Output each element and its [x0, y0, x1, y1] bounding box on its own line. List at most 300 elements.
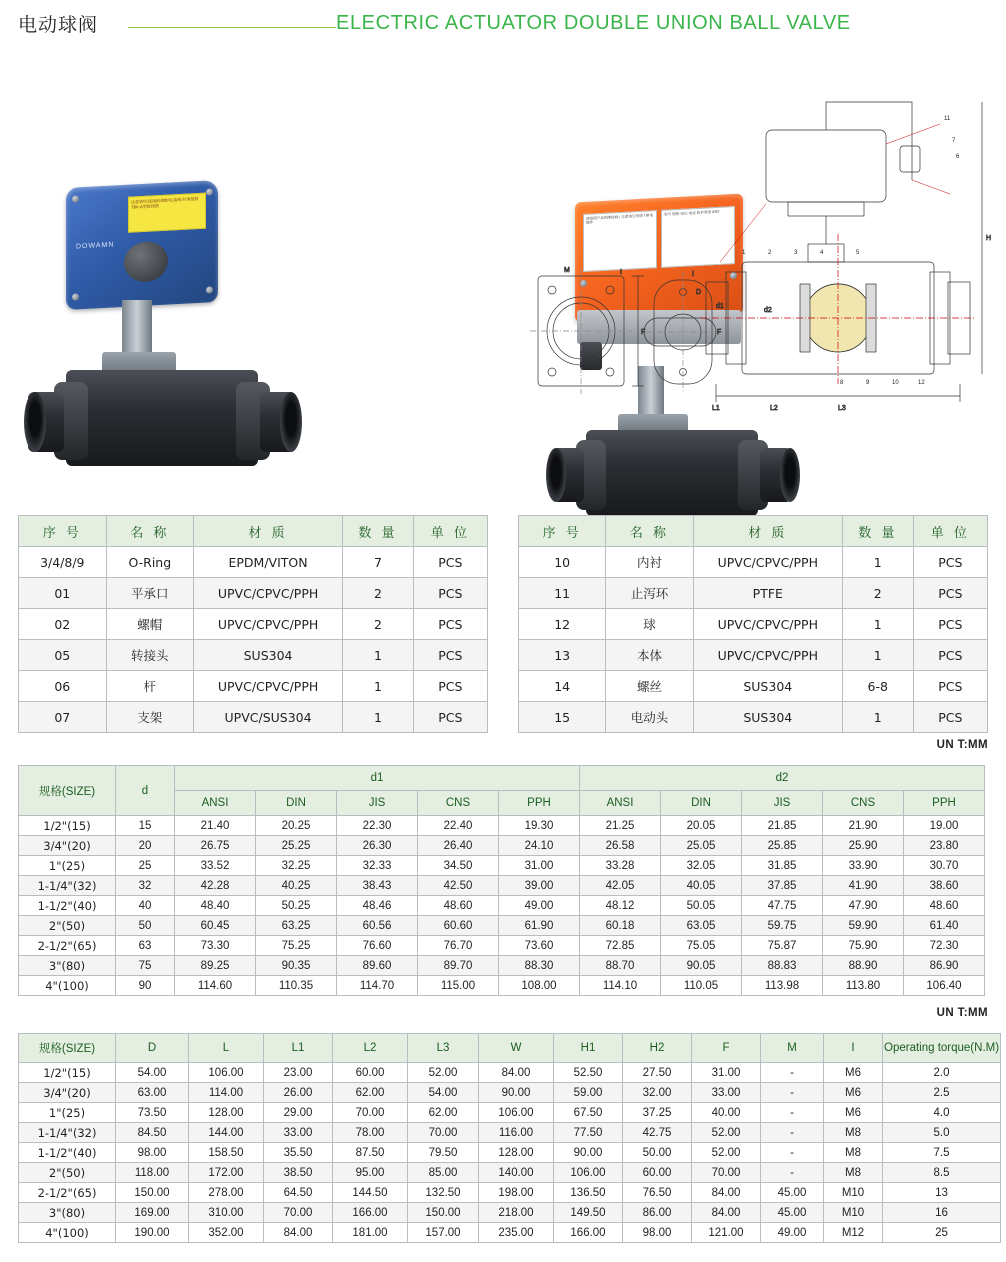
- table-row: [519, 547, 988, 578]
- table-cell: 86.90: [904, 956, 985, 976]
- table-cell: 25.05: [661, 836, 742, 856]
- table-cell: 20.25: [256, 816, 337, 836]
- table-cell: 98.00: [623, 1223, 692, 1243]
- table-cell: 72.30: [904, 936, 985, 956]
- table-cell: 球: [606, 609, 693, 640]
- table-cell: M6: [824, 1103, 883, 1123]
- table-cell: 84.00: [692, 1183, 761, 1203]
- table-cell: 20: [116, 836, 175, 856]
- table-cell: 螺丝: [606, 671, 693, 702]
- table-cell: 88.90: [823, 956, 904, 976]
- table-cell: 50.00: [623, 1143, 692, 1163]
- table-row: [19, 671, 488, 702]
- table-cell: PTFE: [693, 578, 842, 609]
- table-cell: 42.50: [418, 876, 499, 896]
- table-cell: -: [761, 1123, 824, 1143]
- table-cell: 61.90: [499, 916, 580, 936]
- table-row: [19, 702, 488, 733]
- table-cell: 50: [116, 916, 175, 936]
- table-cell: 115.00: [418, 976, 499, 996]
- table-cell: 63.00: [116, 1083, 189, 1103]
- table-cell: 24.10: [499, 836, 580, 856]
- col-header: M: [761, 1034, 824, 1063]
- table-cell: 33.52: [175, 856, 256, 876]
- table-cell: 114.10: [580, 976, 661, 996]
- table-cell: 106.00: [554, 1163, 623, 1183]
- table-cell: 73.50: [116, 1103, 189, 1123]
- table-cell: 26.75: [175, 836, 256, 856]
- table-row: [19, 578, 488, 609]
- table-cell: 29.00: [264, 1103, 333, 1123]
- table-cell: 5.0: [883, 1123, 1001, 1143]
- table-cell: 23.80: [904, 836, 985, 856]
- table-cell: 60.45: [175, 916, 256, 936]
- col-header-d1: d1: [175, 766, 580, 791]
- table-cell: 本体: [606, 640, 693, 671]
- table-cell: PCS: [413, 609, 487, 640]
- table-cell: 52.50: [554, 1063, 623, 1083]
- table-row: [519, 609, 988, 640]
- table-cell: 48.46: [337, 896, 418, 916]
- table-cell: 59.90: [823, 916, 904, 936]
- table-cell: 42.75: [623, 1123, 692, 1143]
- table-cell: 内衬: [606, 547, 693, 578]
- table-cell: 84.00: [264, 1223, 333, 1243]
- table-cell: 128.00: [479, 1143, 554, 1163]
- table-cell: 89.25: [175, 956, 256, 976]
- table-cell: 45.00: [761, 1183, 824, 1203]
- table-cell: 89.70: [418, 956, 499, 976]
- table-cell: 106.00: [189, 1063, 264, 1083]
- table-row: [19, 547, 488, 578]
- dimension-table-2-body: [19, 1063, 1001, 1243]
- col-subheader: DIN: [256, 791, 337, 816]
- table-row: [19, 609, 488, 640]
- table-cell: 11: [519, 578, 606, 609]
- svg-text:10: 10: [892, 380, 899, 386]
- col-header-material: 材 质: [194, 516, 343, 547]
- table-cell: 电动头: [606, 702, 693, 733]
- table-cell: 108.00: [499, 976, 580, 996]
- table-cell: 114.00: [189, 1083, 264, 1103]
- table-cell: 42.05: [580, 876, 661, 896]
- table-cell: 63.05: [661, 916, 742, 936]
- table-cell: 25.25: [256, 836, 337, 856]
- table-cell: PCS: [913, 547, 987, 578]
- table-row: [19, 1083, 1001, 1103]
- table-cell: 26.30: [337, 836, 418, 856]
- table-cell: M8: [824, 1123, 883, 1143]
- blue-actuator-brand: DOWAMN: [76, 241, 115, 251]
- table-cell: 190.00: [116, 1223, 189, 1243]
- header-divider: [128, 27, 336, 28]
- table-cell: 72.85: [580, 936, 661, 956]
- page-title-en: ELECTRIC ACTUATOR DOUBLE UNION BALL VALVE: [336, 12, 851, 34]
- col-header-size: 规格(SIZE): [19, 766, 116, 816]
- table-cell: 7: [343, 547, 414, 578]
- table-cell: 35.50: [264, 1143, 333, 1163]
- svg-text:11: 11: [944, 116, 951, 122]
- table-cell: UPVC/CPVC/PPH: [693, 547, 842, 578]
- table-cell: M12: [824, 1223, 883, 1243]
- table-cell: 1/2"(15): [19, 816, 116, 836]
- table-cell: 37.25: [623, 1103, 692, 1123]
- pipe-bore-left: [24, 392, 46, 452]
- table-cell: 06: [19, 671, 107, 702]
- table-cell: PCS: [413, 547, 487, 578]
- table-cell: 1: [842, 702, 913, 733]
- svg-text:L1: L1: [712, 405, 720, 412]
- table-cell: 278.00: [189, 1183, 264, 1203]
- table-cell: 77.50: [554, 1123, 623, 1143]
- table-cell: 30.70: [904, 856, 985, 876]
- table-cell: 3"(80): [19, 956, 116, 976]
- table-cell: 75.25: [256, 936, 337, 956]
- col-header-name: 名 称: [606, 516, 693, 547]
- valve-body: [66, 370, 258, 466]
- svg-text:I: I: [620, 269, 622, 276]
- table-cell: 114.60: [175, 976, 256, 996]
- table-cell: 64.50: [264, 1183, 333, 1203]
- table-cell: 38.43: [337, 876, 418, 896]
- table-cell: 13: [519, 640, 606, 671]
- table-cell: 157.00: [408, 1223, 479, 1243]
- table-cell: 352.00: [189, 1223, 264, 1243]
- table-cell: -: [761, 1063, 824, 1083]
- table-cell: 50.25: [256, 896, 337, 916]
- table-cell: 63: [116, 936, 175, 956]
- col-header: H1: [554, 1034, 623, 1063]
- table-row: [19, 1183, 1001, 1203]
- table-cell: 2: [343, 609, 414, 640]
- table-cell: PCS: [913, 578, 987, 609]
- col-header-name: 名 称: [106, 516, 193, 547]
- table-cell: 1/2"(15): [19, 1063, 116, 1083]
- table-cell: 61.40: [904, 916, 985, 936]
- table-row: [19, 1223, 1001, 1243]
- table-cell: 88.83: [742, 956, 823, 976]
- table-row: [519, 640, 988, 671]
- table-cell: 144.50: [333, 1183, 408, 1203]
- table-cell: M8: [824, 1143, 883, 1163]
- table-cell: 67.50: [554, 1103, 623, 1123]
- table-cell: 166.00: [554, 1223, 623, 1243]
- table-cell: 140.00: [479, 1163, 554, 1183]
- table-cell: 21.25: [580, 816, 661, 836]
- table-cell: 34.50: [418, 856, 499, 876]
- table-cell: 3/4"(20): [19, 1083, 116, 1103]
- table-cell: 2"(50): [19, 916, 116, 936]
- table-header-row: [519, 516, 988, 547]
- table-cell: 79.50: [408, 1143, 479, 1163]
- orange-actuator-spec-plate: 型号 规格 电压 电流 防护等级 IP67: [661, 206, 735, 268]
- table-row: [19, 956, 985, 976]
- table-cell: PCS: [413, 702, 487, 733]
- table-cell: 26.40: [418, 836, 499, 856]
- table-cell: 1: [842, 609, 913, 640]
- table-row: [519, 671, 988, 702]
- table-cell: 8.5: [883, 1163, 1001, 1183]
- col-header-unit: 单 位: [413, 516, 487, 547]
- table-cell: 40.00: [692, 1103, 761, 1123]
- table-cell: 128.00: [189, 1103, 264, 1123]
- col-subheader: ANSI: [175, 791, 256, 816]
- table-cell: 20.05: [661, 816, 742, 836]
- table-cell: 110.35: [256, 976, 337, 996]
- col-header-qty: 数 量: [842, 516, 913, 547]
- table-cell: 172.00: [189, 1163, 264, 1183]
- table-cell: 31.85: [742, 856, 823, 876]
- table-cell: 45.00: [761, 1203, 824, 1223]
- table-cell: 02: [19, 609, 107, 640]
- table-cell: 48.60: [418, 896, 499, 916]
- table-cell: 60.00: [333, 1063, 408, 1083]
- table-cell: 144.00: [189, 1123, 264, 1143]
- table-cell: 2.5: [883, 1083, 1001, 1103]
- table-cell: 33.28: [580, 856, 661, 876]
- table-cell: UPVC/SUS304: [194, 702, 343, 733]
- table-row: [19, 1103, 1001, 1123]
- table-cell: SUS304: [194, 640, 343, 671]
- table-cell: 6-8: [842, 671, 913, 702]
- screw-icon: [72, 293, 79, 300]
- table-cell: 1"(25): [19, 1103, 116, 1123]
- col-header: L1: [264, 1034, 333, 1063]
- svg-text:4: 4: [820, 250, 824, 256]
- col-header: L2: [333, 1034, 408, 1063]
- table-cell: 1: [343, 671, 414, 702]
- table-cell: -: [761, 1143, 824, 1163]
- table-cell: 39.00: [499, 876, 580, 896]
- table-cell: 3"(80): [19, 1203, 116, 1223]
- table-cell: 41.90: [823, 876, 904, 896]
- table-row: [19, 936, 985, 956]
- table-cell: UPVC/CPVC/PPH: [194, 609, 343, 640]
- table-cell: 84.50: [116, 1123, 189, 1143]
- parts-left-body: [19, 547, 488, 733]
- svg-text:7: 7: [952, 138, 956, 144]
- svg-text:1: 1: [742, 250, 746, 256]
- table-cell: 121.00: [692, 1223, 761, 1243]
- table-cell: 2: [842, 578, 913, 609]
- col-subheader: PPH: [904, 791, 985, 816]
- table-cell: 32.05: [661, 856, 742, 876]
- table-cell: 90.05: [661, 956, 742, 976]
- svg-text:M: M: [564, 267, 570, 274]
- page-title-cn: 电动球阀: [18, 14, 99, 36]
- table-cell: 84.00: [692, 1203, 761, 1223]
- table-cell: 48.12: [580, 896, 661, 916]
- table-row: [19, 640, 488, 671]
- table-row: [19, 1063, 1001, 1083]
- table-cell: 218.00: [479, 1203, 554, 1223]
- table-cell: 2-1/2"(65): [19, 1183, 116, 1203]
- col-header-material: 材 质: [693, 516, 842, 547]
- table-cell: 60.60: [418, 916, 499, 936]
- table-cell: 113.98: [742, 976, 823, 996]
- table-cell: M10: [824, 1183, 883, 1203]
- table-cell: 31.00: [499, 856, 580, 876]
- table-cell: 73.30: [175, 936, 256, 956]
- table-cell: 150.00: [116, 1183, 189, 1203]
- table-cell: 48.60: [904, 896, 985, 916]
- col-subheader: JIS: [337, 791, 418, 816]
- svg-text:8: 8: [840, 380, 844, 386]
- table-cell: 25: [116, 856, 175, 876]
- svg-text:9: 9: [866, 380, 870, 386]
- table-cell: 26.00: [264, 1083, 333, 1103]
- table-cell: 52.00: [408, 1063, 479, 1083]
- table-cell: -: [761, 1083, 824, 1103]
- svg-text:F: F: [641, 329, 646, 336]
- table-row: [19, 896, 985, 916]
- table-row: [19, 916, 985, 936]
- table-cell: 75.87: [742, 936, 823, 956]
- table-header-row: [19, 516, 488, 547]
- table-row: [19, 976, 985, 996]
- table-cell: 95.00: [333, 1163, 408, 1183]
- col-header: I: [824, 1034, 883, 1063]
- table-cell: 12: [519, 609, 606, 640]
- table-cell: 181.00: [333, 1223, 408, 1243]
- col-header: L3: [408, 1034, 479, 1063]
- unit-note-bottom: UN T:MM: [936, 1007, 988, 1019]
- table-cell: 50.05: [661, 896, 742, 916]
- table-header-row: [19, 1034, 1001, 1063]
- col-header-unit: 单 位: [913, 516, 987, 547]
- table-cell: 49.00: [499, 896, 580, 916]
- col-header-qty: 数 量: [343, 516, 414, 547]
- svg-text:I: I: [692, 271, 694, 278]
- table-cell: 33.00: [264, 1123, 333, 1143]
- table-cell: EPDM/VITON: [194, 547, 343, 578]
- dimension-table-1-body: [19, 816, 985, 996]
- table-cell: 1-1/2"(40): [19, 1143, 116, 1163]
- table-cell: 54.00: [116, 1063, 189, 1083]
- table-cell: 7.5: [883, 1143, 1001, 1163]
- svg-text:H: H: [986, 235, 992, 242]
- table-row: [519, 578, 988, 609]
- table-cell: 37.85: [742, 876, 823, 896]
- col-header: L: [189, 1034, 264, 1063]
- svg-text:5: 5: [856, 250, 860, 256]
- table-cell: 113.80: [823, 976, 904, 996]
- table-cell: 19.00: [904, 816, 985, 836]
- table-cell: 106.00: [479, 1103, 554, 1123]
- table-cell: 52.00: [692, 1143, 761, 1163]
- table-cell: 19.30: [499, 816, 580, 836]
- col-subheader: ANSI: [580, 791, 661, 816]
- table-cell: 70.00: [333, 1103, 408, 1123]
- table-row: [19, 856, 985, 876]
- col-subheader: DIN: [661, 791, 742, 816]
- screw-icon: [206, 188, 213, 195]
- table-cell: 42.28: [175, 876, 256, 896]
- table-cell: 33.90: [823, 856, 904, 876]
- table-cell: 32.33: [337, 856, 418, 876]
- table-cell: 136.50: [554, 1183, 623, 1203]
- table-cell: 60.00: [623, 1163, 692, 1183]
- svg-text:L2: L2: [770, 405, 778, 412]
- table-cell: 169.00: [116, 1203, 189, 1223]
- table-cell: 2.0: [883, 1063, 1001, 1083]
- table-cell: 62.00: [408, 1103, 479, 1123]
- table-cell: 33.00: [692, 1083, 761, 1103]
- table-cell: 59.75: [742, 916, 823, 936]
- svg-text:2: 2: [768, 250, 772, 256]
- table-cell: 85.00: [408, 1163, 479, 1183]
- col-header-seq: 序 号: [519, 516, 606, 547]
- dimension-table-1: [18, 765, 985, 996]
- table-cell: 60.18: [580, 916, 661, 936]
- dimension-table-1-wrap: [18, 765, 985, 996]
- col-header: D: [116, 1034, 189, 1063]
- table-cell: 13: [883, 1183, 1001, 1203]
- table-cell: 86.00: [623, 1203, 692, 1223]
- table-cell: PCS: [913, 671, 987, 702]
- col-header: Operating torque(N.M): [883, 1034, 1001, 1063]
- product-illustrations: [0, 54, 1006, 494]
- table-cell: 90: [116, 976, 175, 996]
- table-cell: 166.00: [333, 1203, 408, 1223]
- table-cell: 14: [519, 671, 606, 702]
- table-cell: UPVC/CPVC/PPH: [693, 609, 842, 640]
- table-cell: 杆: [106, 671, 193, 702]
- table-cell: 310.00: [189, 1203, 264, 1223]
- table-cell: 15: [519, 702, 606, 733]
- table-cell: UPVC/CPVC/PPH: [194, 671, 343, 702]
- table-cell: PCS: [413, 671, 487, 702]
- table-cell: M10: [824, 1203, 883, 1223]
- table-cell: 1-1/4"(32): [19, 876, 116, 896]
- table-cell: 75.90: [823, 936, 904, 956]
- table-cell: 32.25: [256, 856, 337, 876]
- table-cell: 54.00: [408, 1083, 479, 1103]
- table-cell: 2"(50): [19, 1163, 116, 1183]
- table-cell: 27.50: [623, 1063, 692, 1083]
- svg-text:6: 6: [956, 154, 960, 160]
- technical-drawings: [520, 84, 1000, 504]
- table-cell: 70.00: [264, 1203, 333, 1223]
- table-cell: 01: [19, 578, 107, 609]
- table-cell: 22.40: [418, 816, 499, 836]
- table-cell: 1-1/4"(32): [19, 1123, 116, 1143]
- table-cell: 10: [519, 547, 606, 578]
- table-cell: UPVC/CPVC/PPH: [693, 640, 842, 671]
- table-cell: 84.00: [479, 1063, 554, 1083]
- table-cell: 40.05: [661, 876, 742, 896]
- table-cell: 106.40: [904, 976, 985, 996]
- table-cell: 07: [19, 702, 107, 733]
- table-cell: 4.0: [883, 1103, 1001, 1123]
- table-cell: PCS: [413, 640, 487, 671]
- table-cell: M6: [824, 1083, 883, 1103]
- svg-text:D: D: [696, 289, 702, 296]
- table-row: [19, 816, 985, 836]
- table-cell: 52.00: [692, 1123, 761, 1143]
- table-cell: 48.40: [175, 896, 256, 916]
- table-cell: 25: [883, 1223, 1001, 1243]
- table-cell: 47.75: [742, 896, 823, 916]
- table-cell: 40: [116, 896, 175, 916]
- table-cell: 螺帽: [106, 609, 193, 640]
- table-cell: 132.50: [408, 1183, 479, 1203]
- screw-icon: [206, 286, 213, 293]
- table-cell: 62.00: [333, 1083, 408, 1103]
- table-cell: 89.60: [337, 956, 418, 976]
- table-cell: 90.00: [479, 1083, 554, 1103]
- table-cell: 32: [116, 876, 175, 896]
